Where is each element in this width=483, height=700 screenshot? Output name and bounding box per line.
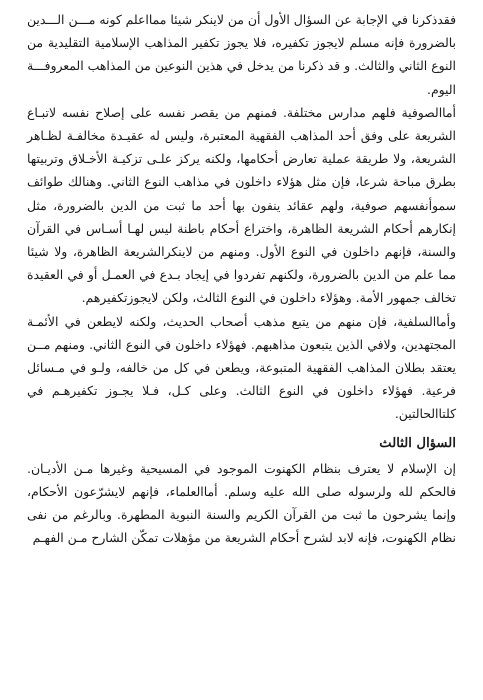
paragraph-sufism: أماالصوفية فلهم مدارس مختلفة. فمنهم من يقصر نفسه على إصلاح نفسه لاتبـاع الشريعة على وفق أحد المذاهب الفقهية المعتبرة، وليس له عقيـدة مخالفـة لظـاهر الشريعة، ولا طريقة عملية تعارض أحكامها، ولكنه يركز علـى تزكيـة الأخـلاق وتربيتها بطرق مباحة شرعا، فإن مثل هؤلاء داخلون في مذاهب النوع الثاني. وهنالك طوائف سموأنفسهم صوفية، ولهم عقائد ينفون بها أحد ما ثبت من الدين بالضرورة، مثل إنكارهم أحكام الشريعة الظاهرة، واختراع أحكام باطنة ليس لهـا أسـاس في القرآن والسنة، فإنهم داخلون في النوع الأول. ومنهم من لاينكرالشريعة الظاهرة، ولا شيئا مما علم من الدين بالضرورة، ولكنهم تفردوا في إيجاد بـدع في العمـل أو في العقيدة تخالف جمهور الأمة. وهؤلاء داخلون في النوع الثالث، ولكن لايجوزتكفيرهم. [27, 104, 456, 306]
paragraph-priesthood: إن الإسلام لا يعترف بنظام الكهنوت الموجود في المسيحية وغيرها مـن الأديـان. فالحكم لله ولرسوله صلى الله عليه وسلم. أماالعلماء، فإنهم لايشرّعون الأحكام، وإنما يشرحون ما ثبت من القرآن الكريم والسنة النبوية المطهرة. وبالرغم من نفى نظام الكهنوت، فإنه لابد لشرح أحكام الشريعة من مؤهلات تمكّن الشارح مـن الفهـم [27, 460, 456, 546]
section-heading-third-question: السؤال الثالث [379, 435, 456, 451]
paragraph-first-question-ref: فقدذكرنا في الإجابة عن السؤال الأول أن من لاينكر شيئا ممااعلم كونه مـــن الـــدين بالضرورة فإنه مسلم لايجوز تكفيره، فلا يجوز تكفير المذاهب الإسلامية التقليدية من النوع الثاني والثالث. و قد ذكرنا من يدخل في هذين النوعين من المذاهب المعروفـــة اليوم. [27, 12, 456, 97]
paragraph-salafism: وأماالسلفية، فإن منهم من يتبع مذهب أصحاب الحديث، ولكنه لايطعن في الأئمـة المجتهدين، ولافي الذين يتبعون مذاهبهم. فهؤلاء داخلون في النوع الثاني. ومنهم مــن يعتقد بطلان المذاهب الفقهية المتبوعة، ويطعن في كل من خالفه، ولـو في مـسائل فرعية. فهؤلاء داخلون في النوع الثالث. وعلى كـل، فـلا يجـوز تكفيرهـم في كلتاالحالتين. [27, 313, 456, 422]
